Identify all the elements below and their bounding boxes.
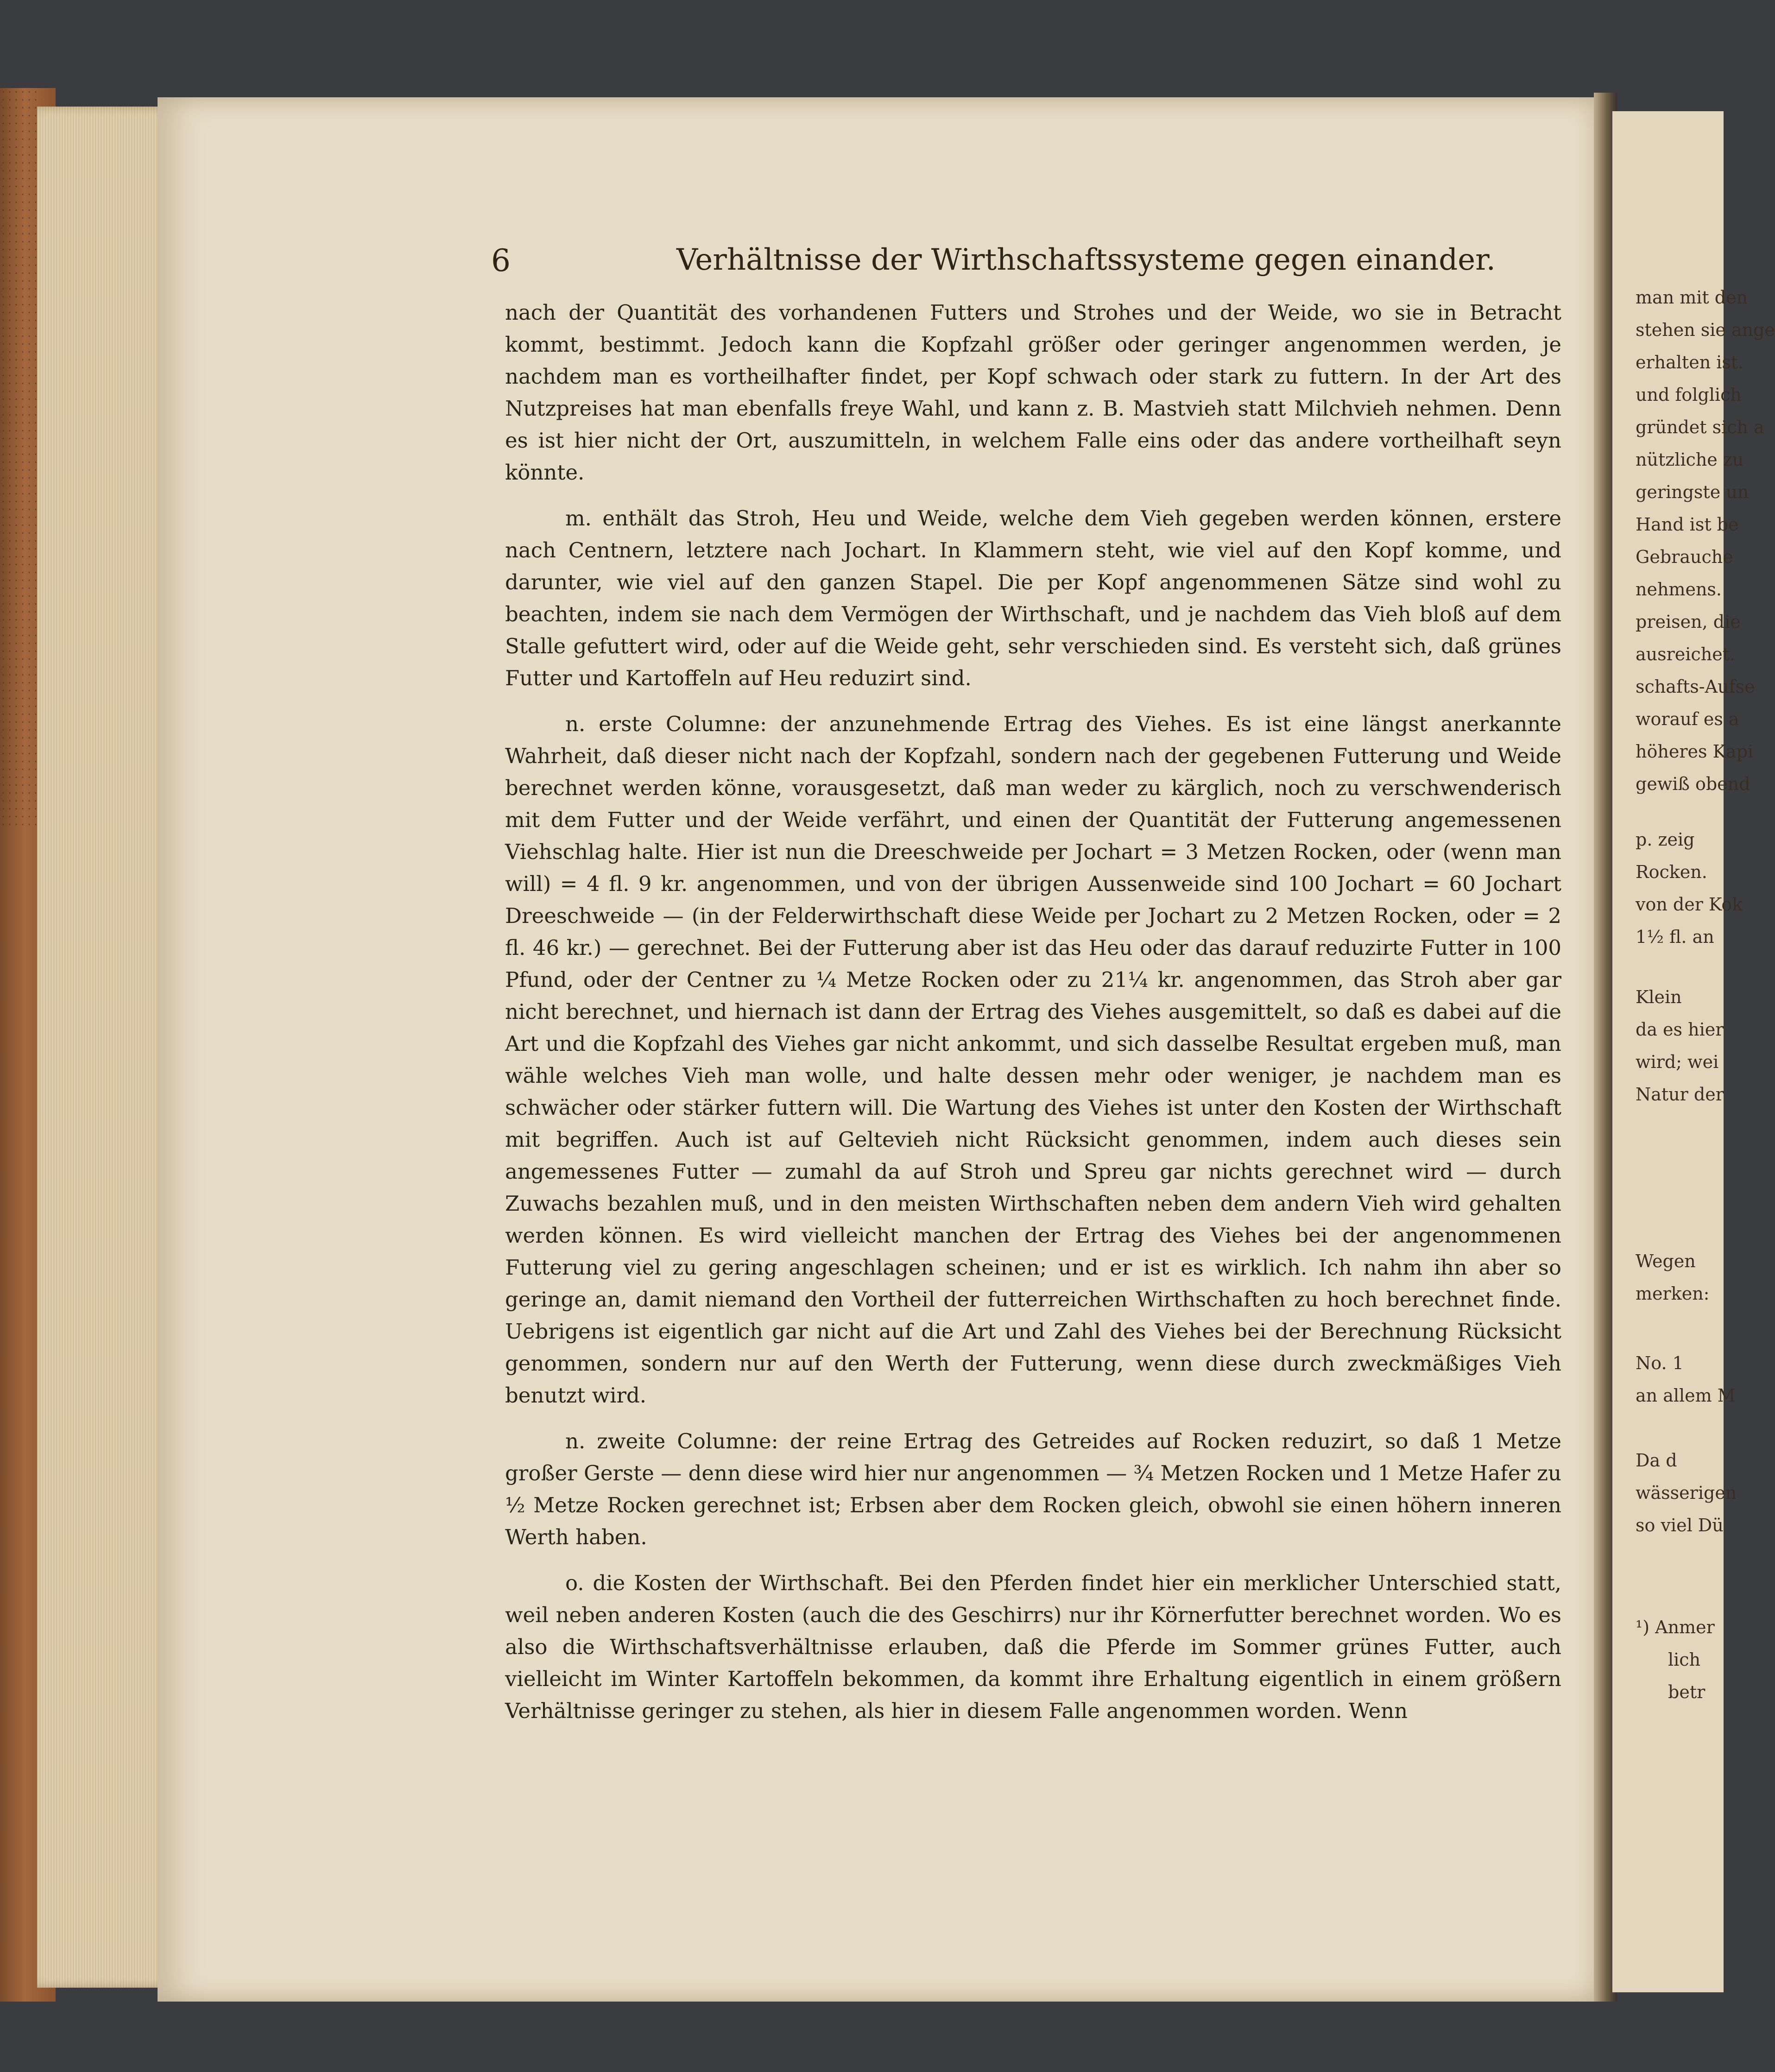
paragraph-1: nach der Quantität des vorhandenen Futters und Strohes und der Weide, wo sie in Betracht kommt, bestimmt. Jedoch kann die Kopfzahl größer oder geringer angenommen werden, je nachdem man es vortheilhafter findet, per Kopf schwach oder stark zu futtern. In der Art des Nutzpreises hat man ebenfalls freye Wahl, und kann z. B. Mastvieh statt Milchvieh nehmen. Denn es ist hier nicht der Ort, auszumitteln, in welchem Falle eins oder das andere vortheilhaft seyn könnte.	[505, 300, 1561, 485]
facing-page-line: Da d	[1636, 1450, 1677, 1471]
running-title: Verhältnisse der Wirthschaftssysteme gegen einander.	[676, 243, 1496, 277]
page-number: 6	[491, 243, 511, 278]
facing-page-line: so viel Dü	[1636, 1515, 1724, 1535]
facing-page-line: und folglich	[1636, 385, 1742, 405]
paragraph-4: n. zweite Columne: der reine Ertrag des Getreides auf Rocken reduzirt, so daß 1 Metze großer Gerste — denn diese wird hier nur angenommen — ¾ Metzen Rocken und 1 Metze Hafer zu ½ Metze Rocken gerechnet ist; Erbsen aber dem Rocken gleich, obwohl sie einen höhern inneren Werth haben.	[505, 1429, 1561, 1549]
facing-page-line: betr	[1668, 1682, 1706, 1702]
body-text	[505, 297, 1561, 1741]
facing-page-line: gewiß obend	[1636, 774, 1750, 794]
facing-page-line: ausreichet.	[1636, 644, 1736, 664]
facing-page-line: geringste un	[1636, 482, 1749, 502]
facing-page-line: nützliche zu	[1636, 449, 1744, 470]
facing-page-line: wässerigen	[1636, 1483, 1737, 1503]
facing-page-line: schafts-Aufse	[1636, 676, 1755, 697]
paragraph-2: m. enthält das Stroh, Heu und Weide, welche dem Vieh gegeben werden können, erstere nach Centnern, letztere nach Jochart. In Klammern steht, wie viel auf den Kopf komme, und darunter, wie viel auf den ganzen Stapel. Die per Kopf angenommenen Sätze sind wohl zu beachten, indem sie nach dem Vermögen der Wirthschaft, und je nachdem das Vieh bloß auf dem Stalle gefuttert wird, oder auf die Weide geht, sehr verschieden sind. Es versteht sich, daß grünes Futter und Kartoffeln auf Heu reduzirt sind.	[505, 506, 1561, 690]
facing-page-line: Wegen	[1636, 1251, 1696, 1271]
facing-page-line: merken:	[1636, 1283, 1710, 1304]
facing-page-line: worauf es a	[1636, 709, 1739, 729]
facing-page-line: lich	[1668, 1649, 1701, 1670]
facing-page-line: 1½ fl. an	[1636, 927, 1714, 947]
facing-page-line: nehmens.	[1636, 579, 1722, 600]
facing-page-line: von der Kok	[1636, 894, 1743, 915]
facing-page-line: höheres Kapi	[1636, 741, 1754, 762]
paragraph-3: n. erste Columne: der anzunehmende Ertrag des Viehes. Es ist eine längst anerkannte Wahrheit, daß dieser nicht nach der Kopfzahl, sondern nach der gegebenen Futterung und Weide berechnet werden könne, vorausgesetzt, daß man weder zu kärglich, noch zu verschwenderisch mit dem Futter und der Weide verfährt, und einen der Quantität der Futterung angemessenen Viehschlag halte. Hier ist nun die Dreeschweide per Jochart = 3 Metzen Rocken, oder (wenn man will) = 4 fl. 9 kr. angenommen, und von der übrigen Aussenweide sind 100 Jochart = 60 Jochart Dreeschweide — (in der Felderwirthschaft diese Weide per Jochart zu 2 Metzen Rocken, oder = 2 fl. 46 kr.) — gerechnet. Bei der Futterung aber ist das Heu oder das darauf reduzirte Futter in 100 Pfund, oder der Centner zu ¼ Metze Rocken oder zu 21¼ kr. angenommen, das Stroh aber gar nicht berechnet, und hiernach ist dann der Ertrag des Viehes ausgemittelt, so daß es dabei auf die Art und die Kopfzahl des Viehes gar nicht ankommt, und sich dasselbe Resultat ergeben muß, man wähle welches Vieh man wolle, und halte dessen mehr oder weniger, je nachdem man es schwächer oder stärker futtern will. Die Wartung des Viehes ist unter den Kosten der Wirthschaft mit begriffen. Auch ist auf Geltevieh nicht Rücksicht genommen, indem auch dieses sein angemessenes Futter — zumahl da auf Stroh und Spreu gar nichts gerechnet wird — durch Zuwachs bezahlen muß, und in den meisten Wirthschaften neben dem andern Vieh wird gehalten werden können. Es wird vielleicht manchen der Ertrag des Viehes bei der angenommenen Futterung viel zu gering angeschlagen scheinen; und er ist es wirklich. Ich nahm ihn aber so geringe an, damit niemand den Vortheil der futterreichen Wirthschaften zu hoch berechnet finde. Uebrigens ist eigentlich gar nicht auf die Art und Zahl des Viehes bei der Berechnung Rücksicht genommen, sondern nur auf den Werth der Futterung, wenn diese durch zweckmäßiges Vieh benutzt wird.	[505, 712, 1561, 1408]
facing-page-line: Hand ist be	[1636, 514, 1739, 535]
facing-page-line: erhalten ist.	[1636, 352, 1744, 373]
facing-page-line: wird; wei	[1636, 1052, 1719, 1072]
facing-page-line: preisen, die	[1636, 612, 1741, 632]
facing-page-line: da es hier	[1636, 1019, 1724, 1040]
facing-page-line: gründet sich a	[1636, 417, 1764, 437]
marbled-edge	[0, 88, 42, 829]
facing-page-line: Klein	[1636, 987, 1682, 1007]
facing-page-line: Natur der	[1636, 1084, 1724, 1105]
paragraph-5: o. die Kosten der Wirthschaft. Bei den Pferden findet hier ein merklicher Unterschied statt, weil neben anderen Kosten (auch die des Geschirrs) nur ihr Körnerfutter berechnet worden. Wo es also die Wirthschaftsverhältnisse erlauben, daß die Pferde im Sommer grünes Futter, auch vielleicht im Winter Kartoffeln bekommen, da kommt ihre Erhaltung eigentlich in einem größern Verhältnisse geringer zu stehen, als hier in diesem Falle angenommen worden. Wenn	[505, 1571, 1561, 1723]
facing-page-line: man mit den	[1636, 287, 1748, 308]
facing-page-line: Gebrauche	[1636, 547, 1733, 567]
facing-page-line: an allem M	[1636, 1385, 1736, 1406]
facing-page-line: stehen sie ange	[1636, 320, 1775, 340]
facing-page-line: ¹) Anmer	[1636, 1617, 1715, 1637]
facing-page-line: p. zeig	[1636, 829, 1695, 850]
facing-page-line: No. 1	[1636, 1353, 1684, 1373]
facing-page-line: Rocken.	[1636, 862, 1707, 882]
